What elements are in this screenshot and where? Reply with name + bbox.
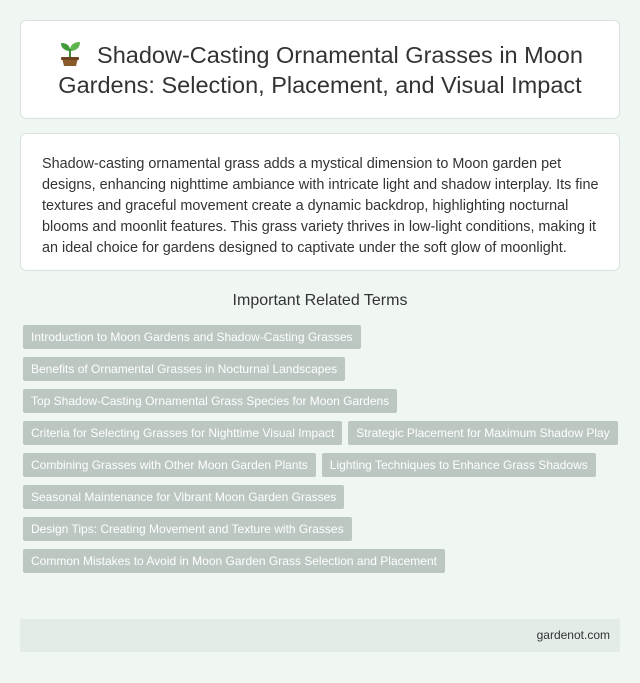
related-term-tag[interactable]: Lighting Techniques to Enhance Grass Shadows bbox=[322, 453, 596, 477]
page-title bbox=[47, 40, 593, 100]
related-terms-heading: Important Related Terms bbox=[232, 292, 408, 309]
related-term-tag[interactable]: Combining Grasses with Other Moon Garden Plants bbox=[23, 453, 316, 477]
related-term-tag[interactable]: Seasonal Maintenance for Vibrant Moon Garden Grasses bbox=[23, 485, 344, 509]
related-term-tag[interactable]: Design Tips: Creating Movement and Texture with Grasses bbox=[23, 517, 352, 541]
related-term-tag[interactable]: Strategic Placement for Maximum Shadow Play bbox=[348, 421, 617, 445]
title-card bbox=[20, 20, 620, 119]
related-terms-list bbox=[23, 325, 623, 573]
related-term-tag[interactable]: Benefits of Ornamental Grasses in Nocturnal Landscapes bbox=[23, 357, 345, 381]
related-term-tag[interactable]: Top Shadow-Casting Ornamental Grass Species for Moon Gardens bbox=[23, 389, 397, 413]
related-term-tag[interactable]: Introduction to Moon Gardens and Shadow-Casting Grasses bbox=[23, 325, 361, 349]
description-card bbox=[20, 133, 620, 271]
footer bbox=[20, 619, 620, 652]
description-text: Shadow-casting ornamental grass adds a mystical dimension to Moon garden pet designs, enhancing nighttime ambiance with intricate light and shadow interplay. Its fine textures and graceful movement create a dynamic backdrop, highlighting nocturnal blooms and moonlit features. This grass variety thrives in low-light conditions, making it an ideal choice for gardens designed to captivate under the soft glow of moonlight. bbox=[42, 156, 599, 256]
related-term-tag[interactable]: Criteria for Selecting Grasses for Nighttime Visual Impact bbox=[23, 421, 342, 445]
related-term-tag[interactable]: Common Mistakes to Avoid in Moon Garden Grass Selection and Placement bbox=[23, 549, 445, 573]
page-title-text: Shadow-Casting Ornamental Grasses in Moon Gardens: Selection, Placement, and Visual Impact bbox=[58, 41, 583, 98]
footer-site-link[interactable]: gardenot.com bbox=[536, 628, 610, 642]
sprout-icon bbox=[57, 42, 83, 66]
